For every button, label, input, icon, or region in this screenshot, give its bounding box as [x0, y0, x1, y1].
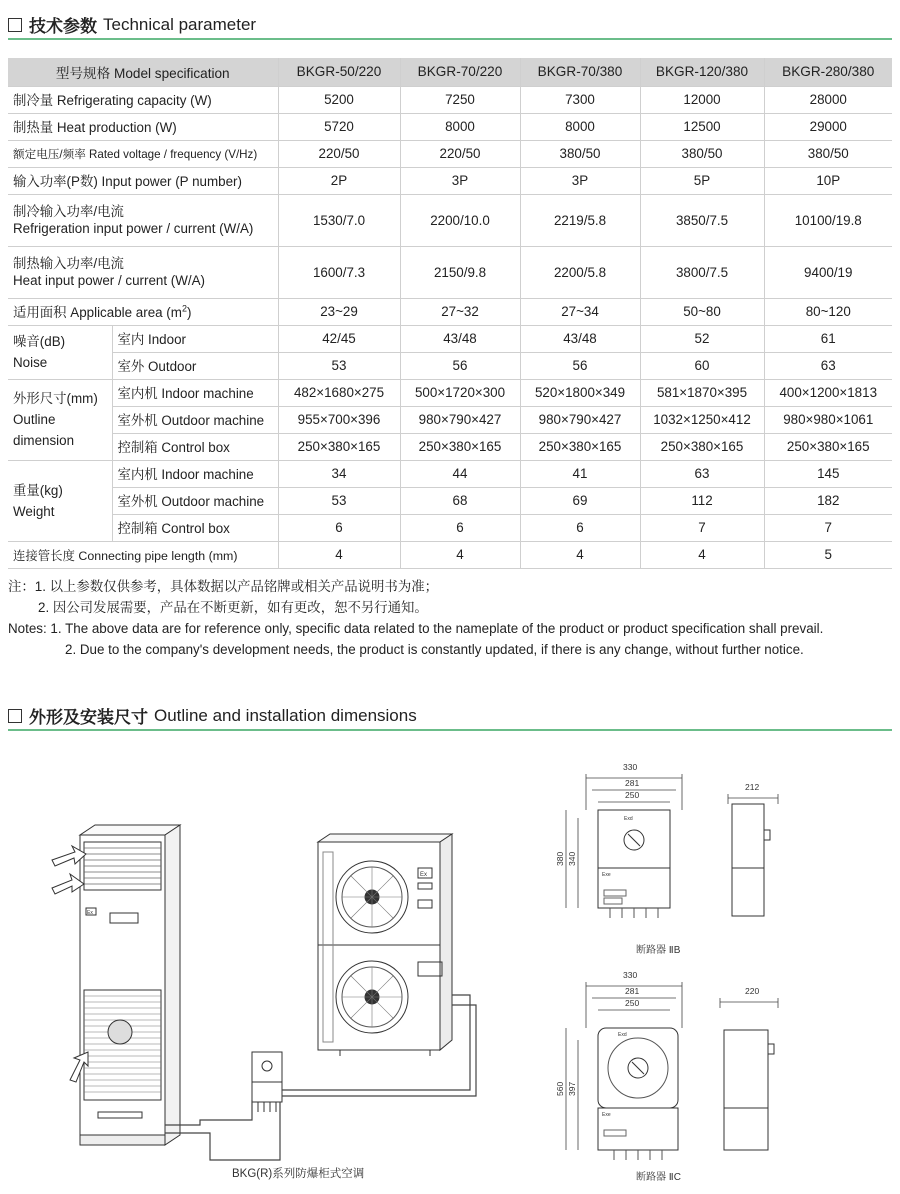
- cell: 2200/10.0: [400, 194, 520, 246]
- exe-mark: Exe: [602, 1112, 611, 1118]
- group-label-weight: [8, 460, 112, 541]
- cell: 43/48: [520, 325, 640, 352]
- cell: 7: [640, 514, 764, 541]
- row-label-cn: 制冷输入功率/电流: [13, 204, 124, 219]
- cell: 50~80: [640, 298, 764, 325]
- breaker-b-front: [555, 762, 682, 918]
- row-label: 室外机 Outdoor machine: [112, 487, 278, 514]
- cell: 3P: [520, 167, 640, 194]
- cell: 3P: [400, 167, 520, 194]
- cell: 56: [520, 352, 640, 379]
- section-title-cn: 技术参数: [29, 17, 97, 36]
- group-label-cn: 重量(kg): [13, 482, 63, 498]
- table-row: [8, 246, 892, 298]
- dimension-label: 250: [625, 998, 640, 1008]
- cell: 10100/19.8: [764, 194, 892, 246]
- cell: 7250: [400, 86, 520, 113]
- row-label: 室内机 Indoor machine: [112, 379, 278, 406]
- cell: 5: [764, 541, 892, 568]
- note-en-2: 2. Due to the company's development needs, the product is constantly updated, if there is any change, without further notice.: [65, 642, 804, 657]
- group-label-outline: [8, 379, 112, 460]
- row-label: [8, 246, 278, 298]
- table-row: [8, 352, 892, 379]
- section-title-technical: [8, 12, 256, 37]
- cell: 4: [640, 541, 764, 568]
- cell: 42/45: [278, 325, 400, 352]
- row-label: [8, 194, 278, 246]
- row-label: 连接管长度 Connecting pipe length (mm): [8, 541, 278, 568]
- dimension-label: 560: [555, 1081, 565, 1096]
- note-cn-2: 2. 因公司发展需要，产品在不断更新，如有更改，恕不另行通知。: [38, 600, 428, 615]
- cell: 63: [640, 460, 764, 487]
- model-header: BKGR-280/380: [764, 58, 892, 86]
- cell: 6: [278, 514, 400, 541]
- group-label-cn: 噪音(dB): [13, 334, 66, 349]
- table-row: [8, 460, 892, 487]
- cell: 5200: [278, 86, 400, 113]
- table-row: [8, 433, 892, 460]
- cell: 980×790×427: [400, 406, 520, 433]
- model-header: BKGR-70/220: [400, 58, 520, 86]
- cell: 1530/7.0: [278, 194, 400, 246]
- row-label-en: Refrigeration input power / current (W/A): [13, 221, 254, 236]
- cell: 68: [400, 487, 520, 514]
- cell: 581×1870×395: [640, 379, 764, 406]
- ex-mark: Ex: [87, 910, 93, 916]
- row-label: 控制箱 Control box: [112, 433, 278, 460]
- cell: 4: [520, 541, 640, 568]
- row-label: 制冷量 Refrigerating capacity (W): [8, 86, 278, 113]
- cell: 2219/5.8: [520, 194, 640, 246]
- dimension-label: 380: [555, 851, 565, 866]
- cell: 980×980×1061: [764, 406, 892, 433]
- cell: 52: [640, 325, 764, 352]
- cell: 220/50: [400, 140, 520, 167]
- cell: 4: [400, 541, 520, 568]
- dimension-label: 330: [623, 970, 638, 980]
- group-label-en: Noise: [13, 355, 48, 370]
- note-en-1: Notes: 1. The above data are for reference only, specific data related to the nameplate of the product or product specification shall prevail.: [8, 621, 824, 636]
- cell: 400×1200×1813: [764, 379, 892, 406]
- cell: 8000: [520, 113, 640, 140]
- ac-caption: BKG(R)系列防爆柜式空调: [232, 1168, 365, 1180]
- cell: 220/50: [278, 140, 400, 167]
- cell: 955×700×396: [278, 406, 400, 433]
- cell: 500×1720×300: [400, 379, 520, 406]
- group-label-cn: 外形尺寸(mm): [13, 391, 98, 406]
- table-row: [8, 298, 892, 325]
- section-rule: [8, 38, 892, 40]
- table-row: [8, 487, 892, 514]
- row-label: 输入功率(P数) Input power (P number): [8, 167, 278, 194]
- breaker-c-front: [555, 970, 682, 1160]
- cell: 41: [520, 460, 640, 487]
- breaker-c-side: [720, 986, 778, 1150]
- cell: 34: [278, 460, 400, 487]
- cell: 9400/19: [764, 246, 892, 298]
- cell: 44: [400, 460, 520, 487]
- notes: [8, 576, 823, 660]
- cell: 12000: [640, 86, 764, 113]
- row-label: 室外 Outdoor: [112, 352, 278, 379]
- cell: 250×380×165: [640, 433, 764, 460]
- row-label-end: ): [186, 305, 192, 320]
- table-row: [8, 113, 892, 140]
- dimension-label: 281: [625, 778, 640, 788]
- cell: 520×1800×349: [520, 379, 640, 406]
- cell: 28000: [764, 86, 892, 113]
- cell: 380/50: [764, 140, 892, 167]
- group-label-en: Weight: [13, 503, 55, 519]
- row-label: 室外机 Outdoor machine: [112, 406, 278, 433]
- dimension-label: 281: [625, 986, 640, 996]
- outdoor-unit-drawing: [318, 834, 452, 1056]
- row-label: 控制箱 Control box: [112, 514, 278, 541]
- cell: 6: [520, 514, 640, 541]
- checkbox-square-icon: [8, 18, 22, 32]
- cell: 12500: [640, 113, 764, 140]
- cell: 6: [400, 514, 520, 541]
- dimension-label: 250: [625, 790, 640, 800]
- cell: 380/50: [640, 140, 764, 167]
- cell: 2P: [278, 167, 400, 194]
- control-box-drawing: [252, 1052, 282, 1112]
- header-label: 型号规格 Model specification: [8, 58, 278, 86]
- group-label-en: Outline: [13, 412, 56, 427]
- cell: 182: [764, 487, 892, 514]
- cell: 63: [764, 352, 892, 379]
- installation-diagram: [0, 740, 900, 1194]
- row-label: 室内机 Indoor machine: [112, 460, 278, 487]
- cell: 8000: [400, 113, 520, 140]
- section-rule: [8, 729, 892, 731]
- dimension-label: 220: [745, 986, 760, 996]
- cell: 482×1680×275: [278, 379, 400, 406]
- group-label-noise: [8, 325, 112, 379]
- table-row: [8, 406, 892, 433]
- dimension-label: 340: [567, 851, 577, 866]
- cell: 5720: [278, 113, 400, 140]
- checkbox-square-icon: [8, 709, 22, 723]
- table-row: [8, 140, 892, 167]
- cell: 69: [520, 487, 640, 514]
- section-title-outline: [8, 703, 417, 728]
- cell: 112: [640, 487, 764, 514]
- table-row: [8, 325, 892, 352]
- cell: 61: [764, 325, 892, 352]
- cell: 250×380×165: [520, 433, 640, 460]
- superscript: 2: [181, 303, 187, 314]
- section-title-en: Outline and installation dimensions: [154, 705, 417, 725]
- cell: 27~32: [400, 298, 520, 325]
- cell: 980×790×427: [520, 406, 640, 433]
- table-row: [8, 194, 892, 246]
- exd-mark: Exd: [618, 1032, 627, 1038]
- spec-table: [8, 58, 892, 569]
- row-label-en: Heat input power / current (W/A): [13, 273, 206, 288]
- table-row: [8, 541, 892, 568]
- cell: 3800/7.5: [640, 246, 764, 298]
- cell: 80~120: [764, 298, 892, 325]
- cell: 53: [278, 487, 400, 514]
- table-row: [8, 167, 892, 194]
- cell: 4: [278, 541, 400, 568]
- note-cn-1: 注：1. 以上参数仅供参考，具体数据以产品铭牌或相关产品说明书为准；: [8, 579, 438, 594]
- cell: 10P: [764, 167, 892, 194]
- dimension-label: 212: [745, 782, 760, 792]
- cell: 250×380×165: [400, 433, 520, 460]
- cell: 60: [640, 352, 764, 379]
- section-title-cn: 外形及安装尺寸: [29, 708, 148, 727]
- group-label-en: dimension: [13, 433, 75, 448]
- exe-mark: Exe: [602, 872, 611, 878]
- table-row: [8, 86, 892, 113]
- row-label: 室内 Indoor: [112, 325, 278, 352]
- table-header-row: [8, 58, 892, 86]
- cell: 53: [278, 352, 400, 379]
- breaker-c-caption: 断路器 ⅡC: [636, 1172, 681, 1183]
- exd-mark: Exd: [624, 816, 633, 822]
- model-header: BKGR-70/380: [520, 58, 640, 86]
- table-row: [8, 514, 892, 541]
- row-label-text: 适用面积 Applicable area (m: [13, 305, 182, 320]
- cell: 250×380×165: [764, 433, 892, 460]
- section-title-en: Technical parameter: [103, 14, 257, 34]
- row-label: 额定电压/频率 Rated voltage / frequency (V/Hz): [8, 140, 278, 167]
- row-label: [8, 298, 278, 325]
- breaker-b-side: [728, 782, 778, 916]
- cell: 2200/5.8: [520, 246, 640, 298]
- model-header: BKGR-50/220: [278, 58, 400, 86]
- cell: 250×380×165: [278, 433, 400, 460]
- cell: 7: [764, 514, 892, 541]
- cell: 1032×1250×412: [640, 406, 764, 433]
- dimension-label: 330: [623, 762, 638, 772]
- cell: 7300: [520, 86, 640, 113]
- cell: 3850/7.5: [640, 194, 764, 246]
- cell: 145: [764, 460, 892, 487]
- cell: 23~29: [278, 298, 400, 325]
- cell: 43/48: [400, 325, 520, 352]
- model-header: BKGR-120/380: [640, 58, 764, 86]
- cell: 56: [400, 352, 520, 379]
- dimension-label: 397: [567, 1081, 577, 1096]
- ex-mark-outdoor: Ex: [420, 872, 428, 878]
- cell: 5P: [640, 167, 764, 194]
- row-label: 制热量 Heat production (W): [8, 113, 278, 140]
- cell: 380/50: [520, 140, 640, 167]
- cell: 29000: [764, 113, 892, 140]
- breaker-b-caption: 断路器 ⅡB: [636, 945, 681, 956]
- table-row: [8, 379, 892, 406]
- cell: 2150/9.8: [400, 246, 520, 298]
- row-label-cn: 制热输入功率/电流: [13, 256, 124, 271]
- cell: 1600/7.3: [278, 246, 400, 298]
- indoor-unit-drawing: [52, 825, 180, 1145]
- cell: 27~34: [520, 298, 640, 325]
